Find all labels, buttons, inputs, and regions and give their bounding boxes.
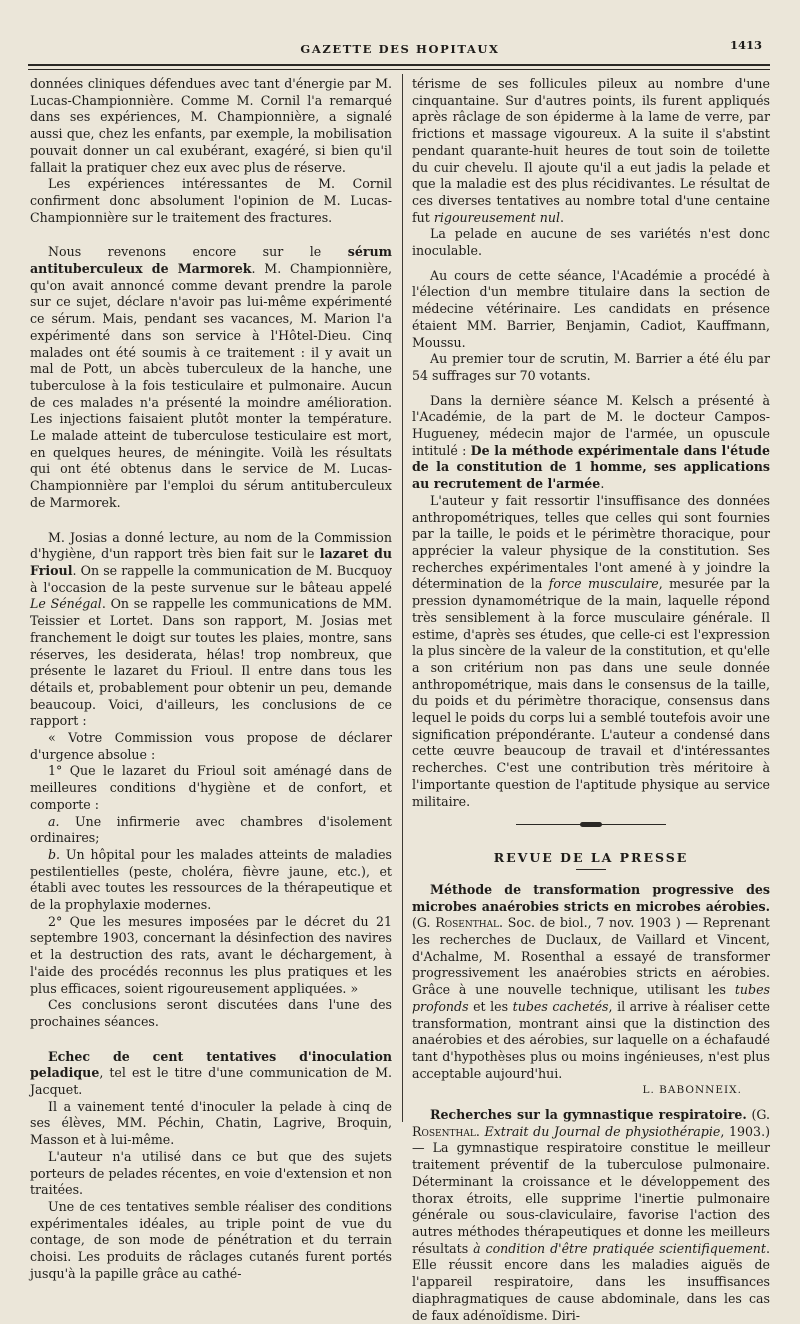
- header-rule-thin: [28, 69, 770, 70]
- author-signature: L. BABONNEIX.: [642, 1084, 742, 1097]
- ship-name: Le Sénégal: [30, 596, 102, 612]
- right-column: [412, 76, 770, 1324]
- paragraph: Dans la dernière séance M. Kelsch a présenté à l'Académie, de la part de M. le docteur Campos-Hugueney, médecin major de l'armée, un opuscule intitulé : De la méthode expérimentale dans l'étude de la constitution de 1 homme, ses applications au recrutement de l'armée.: [412, 392, 770, 492]
- header-rule-thick: [28, 64, 770, 66]
- paragraph: Nous revenons encore sur le sérum antituberculeux de Marmorek. M. Championnière, qu'on avait annoncé comme devant prendre la parole sur ce sujet, déclare n'avoir pas lui-même expérimenté ce sérum. Mais, pendant ses vacances, M. Marion l'a expérimenté dans son service à l'Hôtel-Dieu. Cinq malades ont été soumis à ce traitement : il y avait un mal de Pott, un abcès tuberculeux de la hanche, une tuberculose à la fois testiculaire et pulmonaire. Aucun de ces malades n'a présenté la moindre amélioration. Les injections faisaient plutôt monter la température. Le malade atteint de tuberculose testiculaire est mort, en quelques heures, de méningite. Voilà les résultats qui ont été obtenus dans le service de M. Lucas-Championnière par l'emploi du sérum antituberculeux de Marmorek.: [30, 244, 392, 510]
- page-header: [30, 38, 770, 62]
- paragraph: a. Une infirmerie avec chambres d'isolement ordinaires;: [30, 813, 392, 846]
- paragraph: Recherches sur la gymnastique respiratoire. (G. Rosenthal. Extrait du Journal de physiothérapie, 1903.) — La gymnastique respiratoire constitue le meilleur traitement préventif de la tuberculose pulmonaire. Déterminant la croissance et le développement des thorax étroits, elle supprime l'inertie pulmonaire générale ou sous-claviculaire, favorise l'action des autres méthodes thérapeutiques et donne les meilleurs résultats à condition d'être pratiquée scientifiquement. Elle réussit encore dans les maladies aiguës de l'appareil respiratoire, dans les insuffisances diaphragmatiques de cause abdominale, dans les cas de faux adénoïdisme. Diri-: [412, 1107, 770, 1323]
- paragraph: Une de ces tentatives semble réaliser des conditions expérimentales idéales, au triple point de vue du contage, de son mode de pénétration et du terrain choisi. Les produits de râclages cutanés furent portés jusqu'à la papille grâce au cathé-: [30, 1199, 392, 1281]
- article-heading: sérum antituberculeux de Marmorek: [30, 244, 392, 277]
- ornament-divider: [516, 822, 666, 828]
- article-heading: Echec de cent tentatives d'inoculation peladique: [30, 1048, 392, 1081]
- paragraph: M. Josias a donné lecture, au nom de la Commission d'hygiène, d'un rapport très bien fait sur le lazaret du Frioul. On se rappelle la communication de M. Bucquoy à l'occasion de la peste survenue sur le bâteau appelé Le Sénégal. On se rappelle les communications de MM. Teissier et Lortet. Dans son rapport, M. Josias met franchement le doigt sur toutes les plaies, montre, sans réserves, les desiderata, hélas! trop nombreux, que présente le lazaret du Frioul. Il entre dans tous les détails et, probablement pour obtenir un peu, demande beaucoup. Voici, d'ailleurs, les conclusions de ce rapport :: [30, 529, 392, 729]
- paragraph: 1° Que le lazaret du Frioul soit aménagé dans de meilleures conditions d'hygiène et de confort, et comporte :: [30, 763, 392, 812]
- article-heading: Méthode de transformation progressive des microbes anaérobies stricts en microbes aérobies.: [412, 881, 770, 914]
- article-heading: Recherches sur la gymnastique respiratoire.: [430, 1107, 747, 1123]
- paragraph: Méthode de transformation progressive des microbes anaérobies stricts en microbes aérobies. (G. Rosenthal. Soc. de biol., 7 nov. 1903 ) — Reprenant les recherches de Duclaux, de Vaillard et Vincent, d'Achalme, M. Rosenthal a essayé de transformer progressivement les anaérobies stricts en aérobies. Grâce à une nouvelle technique, utilisant les tubes profonds et les tubes cachetés, il arrive à réaliser cette transformation, montrant ainsi que la distinction des anaérobies et des aérobies, sur laquelle on a échafaudé tant d'hypothèses plus ou moins ingénieuses, n'est plus acceptable aujourd'hui.: [412, 881, 771, 1081]
- paragraph: La pelade en aucune de ses variétés n'est donc inoculable.: [412, 226, 770, 259]
- article-heading: lazaret du Frioul: [30, 546, 392, 578]
- column-separator: [402, 74, 403, 1122]
- journal-title: GAZETTE DES HOPITAUX: [300, 42, 500, 56]
- paragraph: Au cours de cette séance, l'Académie a procédé à l'élection d'un membre titulaire dans la section de médecine vétérinaire. Les candidats en présence étaient MM. Barrier, Benjamin, Cadiot, Kauffmann, Moussu.: [412, 267, 770, 350]
- paragraph: b. Un hôpital pour les malades atteints de maladies pestilentielles (peste, choléra, fièvre jaune, etc.), et établi avec toutes les ressources de la thérapeutique et de la prophylaxie modernes.: [30, 846, 392, 913]
- paragraph: données cliniques défendues avec tant d'énergie par M. Lucas-Championnière. Comme M. Cornil l'a remarqué dans ses expériences, M. Championnière, a signalé aussi que, chez les enfants, par exemple, la mobilisation pouvait donner un cal exubérant, exagéré, si bien qu'il fallait la pratiquer chez eux avec plus de réserve.: [30, 76, 392, 175]
- paragraph: Les expériences intéressantes de M. Cornil confirment donc absolument l'opinion de M. Lucas-Championnière sur le traitement des fractures.: [30, 176, 392, 225]
- paragraph: L'auteur n'a utilisé dans ce but que des sujets porteurs de pelades récentes, en voie d'extension et non traitées.: [30, 1148, 392, 1198]
- book-title: De la méthode expérimentale dans l'étude de la constitution de 1 homme, ses applications au recrutement de l'armée: [412, 442, 770, 492]
- section-title: REVUE DE LA PRESSE: [493, 850, 689, 866]
- paragraph: « Votre Commission vous propose de déclarer d'urgence absolue :: [30, 730, 392, 762]
- paragraph: Echec de cent tentatives d'inoculation peladique, tel est le titre d'une communication de M. Jacquet.: [30, 1048, 392, 1098]
- paragraph: Ces conclusions seront discutées dans l'une des prochaines séances.: [30, 997, 392, 1029]
- paragraph: Il a vainement tenté d'inoculer la pelade à cinq de ses élèves, MM. Péchin, Chatin, Lagrive, Broquin, Masson et à lui-même.: [30, 1098, 392, 1148]
- paragraph: térisme de ses follicules pileux au nombre d'une cinquantaine. Sur d'autres points, ils furent appliqués après râclage de son épiderme à la lame de verre, par frictions et massage vigoureux. A la suite il s'abstint pendant quarante-huit heures de tout soin de toilette du cuir chevelu. Il ajoute qu'il a eut jadis la pelade et que la maladie est des plus récidivantes. Le résultat de ces diverses tentatives au nombre total d'une centaine fut rigoureusement nul.: [412, 76, 770, 225]
- paragraph: L'auteur y fait ressortir l'insuffisance des données anthropométriques, telles que celles qui sont fournies par la taille, le poids et le périmètre thoracique, pour apprécier la valeur physique de la constitution. Ses recherches expérimentales l'ont amené à y joindre la détermination de la force musculaire, mesurée par la pression dynamométrique de la main, laquelle répond très sensiblement à la force musculaire générale. Il estime, d'après ses études, que celle-ci est l'expression la plus sincère de la valeur de la constitution, et qu'elle a son critérium non pas dans une seule donnée anthropométrique, mais dans le consensus de la taille, du poids et du périmètre thoracique, consensus dans lequel le poids du corps lui a semblé toutefois avoir une signification prépondérante. L'auteur a condensé dans cette œuvre beaucoup de travail et d'intéressantes recherches. C'est une contribution très méritoire à l'importante question de l'aptitude physique au service militaire.: [412, 492, 770, 809]
- paragraph: Au premier tour de scrutin, M. Barrier a été élu par 54 suffrages sur 70 votants.: [412, 351, 770, 383]
- page-number: 1413: [729, 38, 762, 52]
- paragraph: 2° Que les mesures imposées par le décret du 21 septembre 1903, concernant la désinfection des navires et la destruction des rats, avant le déchargement, à l'aide des procédés reconnus les plus pratiques et les plus efficaces, soient rigoureusement appliquées. »: [30, 913, 392, 996]
- section-rule: [576, 869, 606, 870]
- left-column: [30, 76, 392, 1283]
